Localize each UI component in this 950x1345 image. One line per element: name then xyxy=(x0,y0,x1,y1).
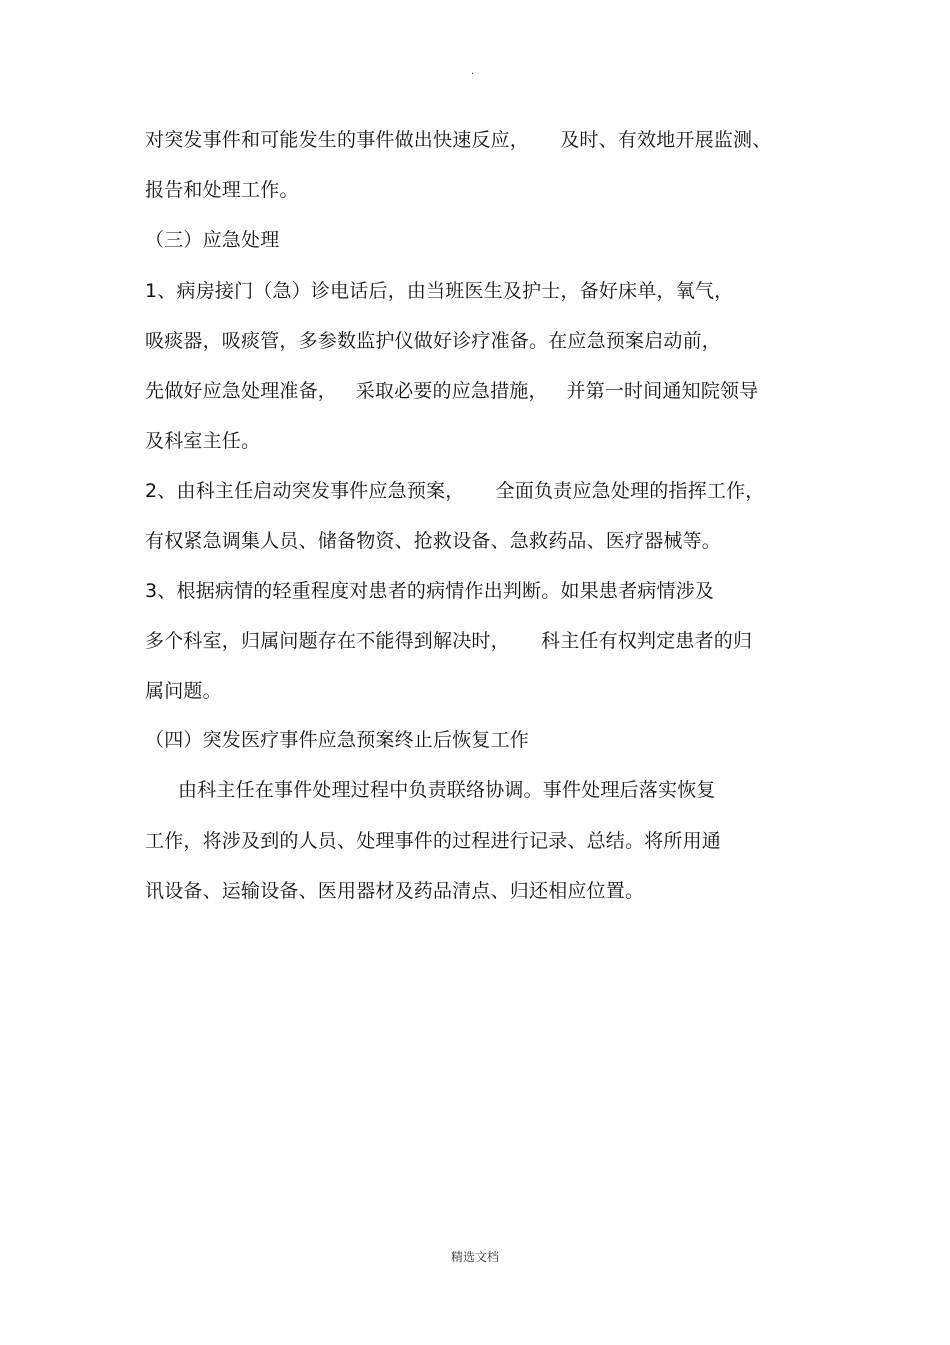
paragraph-line: 及科室主任。 xyxy=(145,430,261,452)
header-dot: · xyxy=(471,69,475,80)
paragraph-line: 吸痰器，吸痰管，多参数监护仪做好诊疗准备。在应急预案启动前， xyxy=(145,330,722,352)
section-heading-3: （三）应急处理 xyxy=(145,229,280,251)
paragraph-line: 讯设备、运输设备、医用器材及药品清点、归还相应位置。 xyxy=(145,880,645,902)
page-footer: 精选文档 xyxy=(450,1250,499,1264)
paragraph-line: 多个科室，归属问题存在不能得到解决时， 科主任有权判定患者的归 xyxy=(145,630,753,652)
paragraph-line: 2、由科主任启动突发事件应急预案， 全面负责应急处理的指挥工作， xyxy=(145,480,765,502)
paragraph-line: 工作，将涉及到的人员、处理事件的过程进行记录、总结。将所用通 xyxy=(145,830,722,852)
paragraph-line: 有权紧急调集人员、储备物资、抢救设备、急救药品、医疗器械等。 xyxy=(145,530,722,552)
paragraph-line: 对突发事件和可能发生的事件做出快速反应， 及时、有效地开展监测、 xyxy=(145,129,772,151)
section-heading-4: （四）突发医疗事件应急预案终止后恢复工作 xyxy=(145,729,530,751)
paragraph-line: 先做好应急处理准备， 采取必要的应急措施， 并第一时间通知院领导 xyxy=(145,380,759,402)
paragraph-line: 由科主任在事件处理过程中负责联络协调。事件处理后落实恢复 xyxy=(178,779,716,801)
paragraph-line: 报告和处理工作。 xyxy=(145,179,299,201)
paragraph-line: 3、根据病情的轻重程度对患者的病情作出判断。如果患者病情涉及 xyxy=(145,580,715,602)
paragraph-line: 属问题。 xyxy=(145,680,222,702)
paragraph-line: 1、病房接门（急）诊电话后，由当班医生及护士，备好床单，氧气， xyxy=(145,280,734,302)
